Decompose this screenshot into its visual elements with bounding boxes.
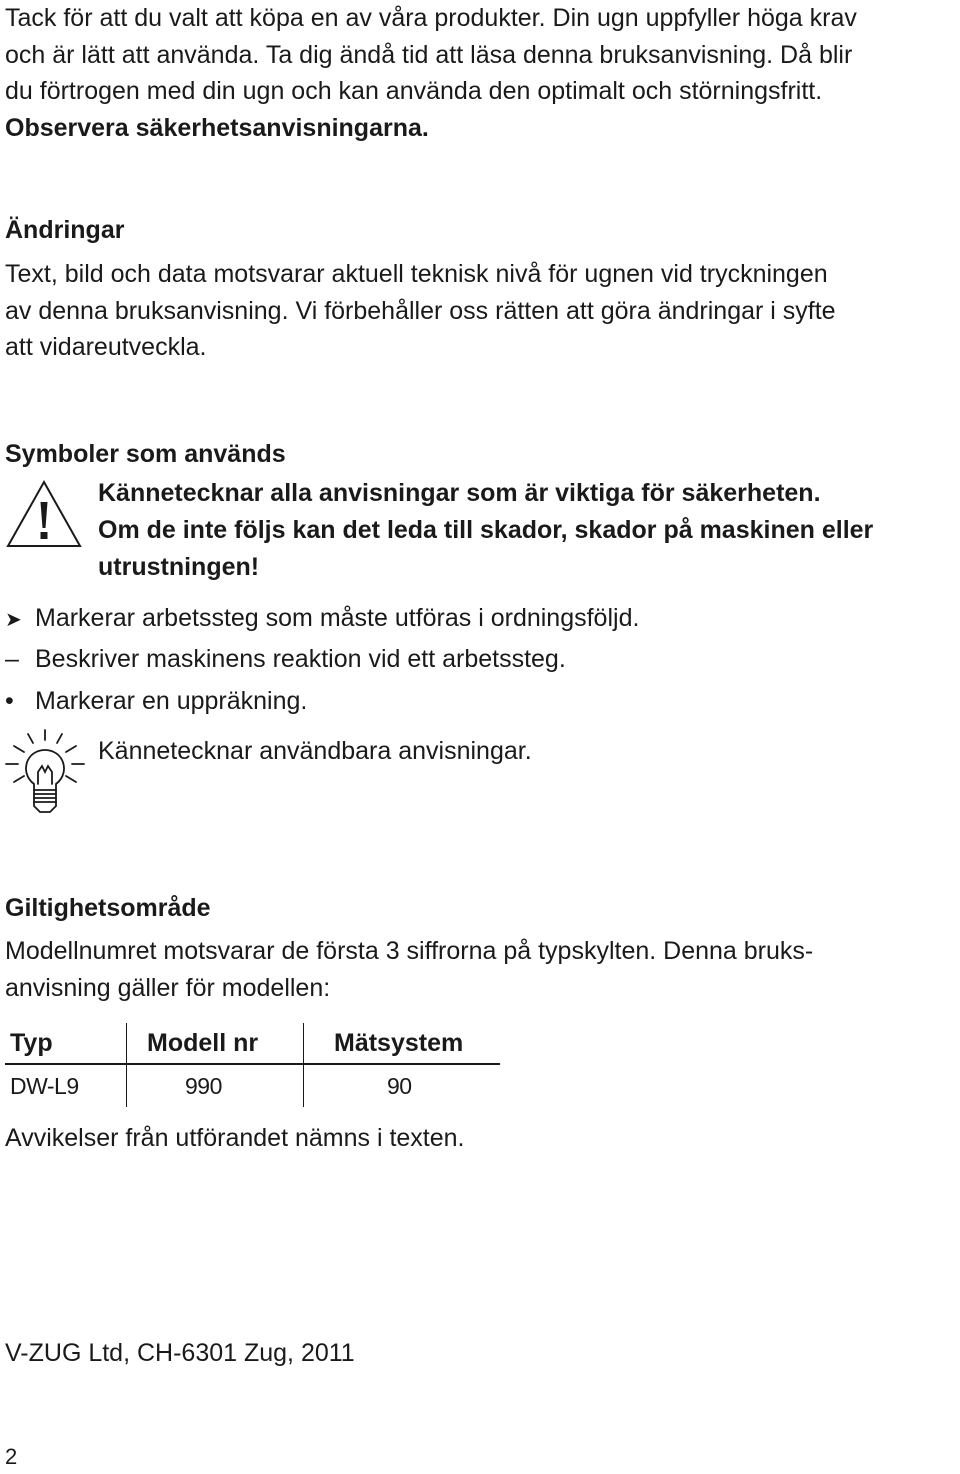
changes-heading: Ändringar xyxy=(5,216,125,244)
intro-line: du förtrogen med din ugn och kan använda den optimalt och störningsfritt. xyxy=(5,77,823,105)
cell-measuring-system: 90 xyxy=(304,1064,501,1107)
symbol-item-text: Beskriver maskinens reaktion vid ett arbetssteg. xyxy=(35,645,566,673)
warning-triangle-icon xyxy=(4,478,84,550)
table-row xyxy=(5,1064,500,1107)
symbol-item-text: Markerar arbetssteg som måste utföras i ordningsföljd. xyxy=(35,604,640,632)
table-header-row xyxy=(5,1023,500,1064)
symbol-item-text: Markerar en uppräkning. xyxy=(35,687,308,715)
intro-paragraph xyxy=(5,0,955,146)
model-table xyxy=(5,1023,500,1107)
symbols-heading: Symboler som används xyxy=(5,440,286,468)
cell-model-number: 990 xyxy=(127,1064,304,1107)
validity-line: anvisning gäller för modellen: xyxy=(5,973,331,1002)
warning-description xyxy=(98,475,958,586)
intro-line: och är lätt att använda. Ta dig ändå tid att läsa denna bruksanvisning. Då blir xyxy=(5,40,853,69)
bullet-icon: • xyxy=(5,687,14,715)
arrow-icon: ➤ xyxy=(5,609,22,631)
cell-type: DW-L9 xyxy=(10,1072,79,1099)
validity-heading: Giltighetsområde xyxy=(5,894,211,922)
column-header-model-number: Modell nr xyxy=(127,1023,304,1064)
column-header-measuring-system: Mätsystem xyxy=(304,1023,501,1064)
changes-paragraph xyxy=(5,256,955,366)
intro-line: Tack för att du valt att köpa en av våra produkter. Din ugn uppfyller höga krav xyxy=(5,4,857,32)
tip-description: Kännetecknar användbara anvisningar. xyxy=(98,737,532,765)
deviations-note: Avvikelser från utförandet nämns i texten. xyxy=(5,1124,465,1152)
symbol-item-arrow xyxy=(5,603,639,635)
safety-notice: Observera säkerhetsanvisningarna. xyxy=(5,113,429,142)
changes-line: att vidareutveckla. xyxy=(5,333,207,361)
column-header-type: Typ xyxy=(5,1023,127,1064)
changes-line: Text, bild och data motsvarar aktuell teknisk nivå för ugnen vid tryckningen xyxy=(5,260,828,288)
dash-icon: – xyxy=(5,645,19,673)
warning-line: utrustningen! xyxy=(98,553,260,581)
validity-paragraph xyxy=(5,933,955,1006)
changes-line: av denna bruksanvisning. Vi förbehåller oss rätten att göra ändringar i syfte xyxy=(5,296,836,325)
validity-line: Modellnumret motsvarar de första 3 siffrorna på typskylten. Denna bruks- xyxy=(5,937,814,965)
symbol-item-dash xyxy=(5,644,566,674)
warning-line: Kännetecknar alla anvisningar som är viktiga för säkerheten. xyxy=(98,479,821,507)
company-footer: V-ZUG Ltd, CH-6301 Zug, 2011 xyxy=(5,1339,355,1367)
page-number: 2 xyxy=(5,1444,18,1469)
symbol-item-bullet xyxy=(5,686,307,716)
warning-line: Om de inte följs kan det leda till skador, skador på maskinen eller xyxy=(98,516,874,544)
lightbulb-icon xyxy=(4,728,86,816)
